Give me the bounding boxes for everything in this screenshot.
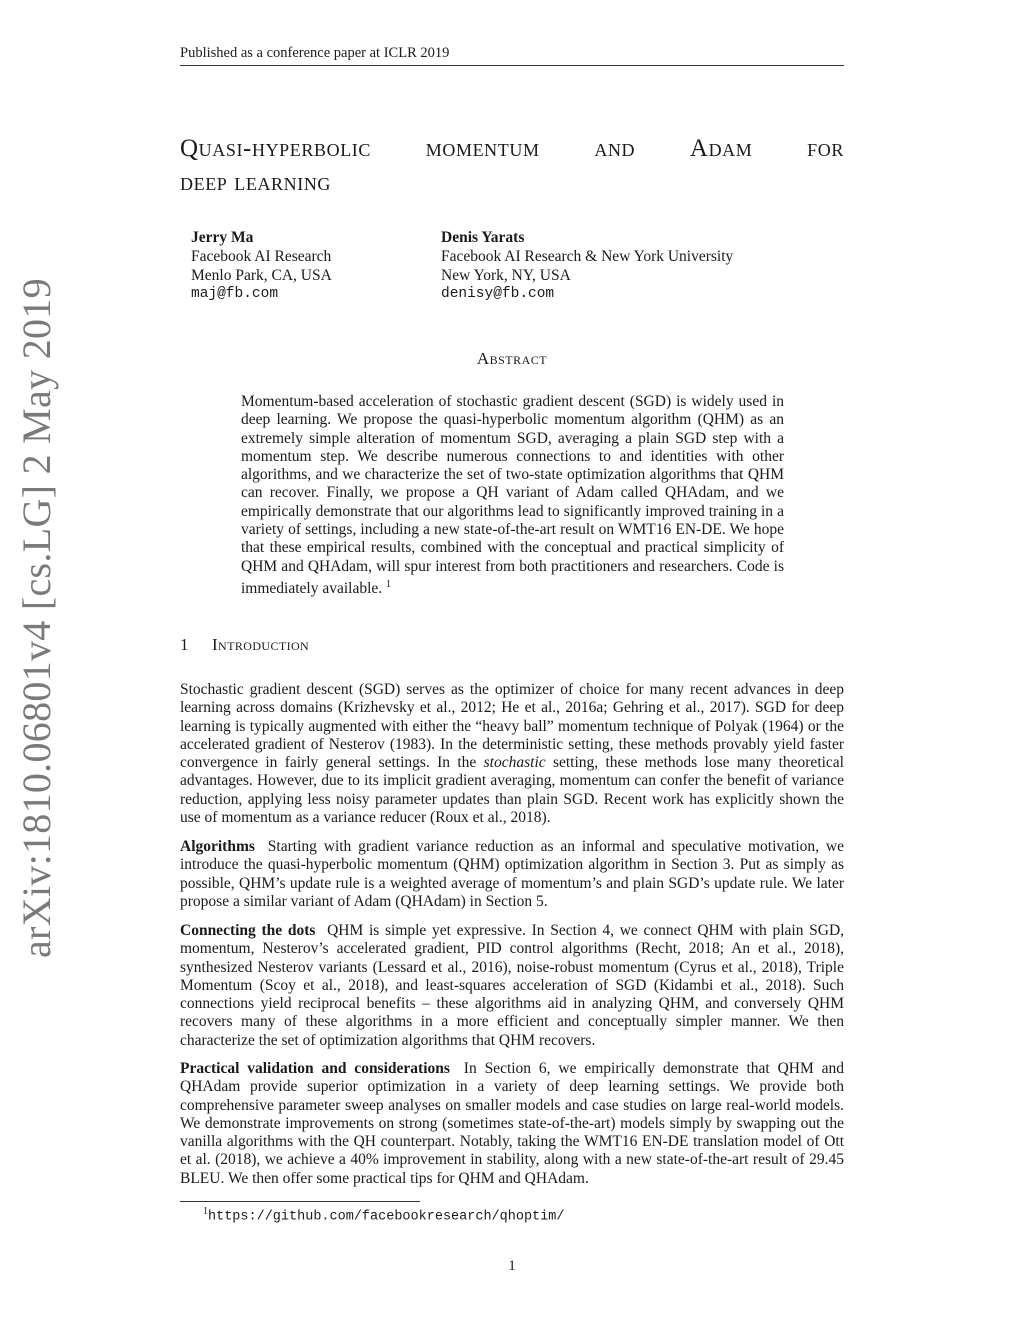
title-word: Adam: [689, 135, 753, 162]
title-line-1: [180, 132, 844, 166]
paragraph-connecting-dots: [180, 922, 844, 1050]
running-header: Published as a conference paper at ICLR 2019: [180, 45, 450, 61]
paragraph-text: QHM is simple yet expressive. In Section 4, we connect QHM with plain SGD, momentum, Nesterov’s accelerated gradient, PID control algorithms (Recht, 2018; An et al., 2018), synthesized Nesterov variants (Lessard et al., 2016), noise-robust momentum (Cyrus et al., 2018), Triple Momentum (Scoy et al., 2018), and least-squares acceleration of SGD (Kidambi et al., 2018). Such connections yield reciprocal benefits – these algorithms aid in analyzing QHM, and conversely QHM recovers many of these algorithms in a more efficient and conceptually simpler manner. We then characterize the set of optimization algorithms that QHM recovers.: [180, 922, 845, 1049]
paragraph-lead: Algorithms: [180, 838, 255, 855]
author-location: Menlo Park, CA, USA: [191, 267, 332, 284]
page-number: 1: [508, 1258, 516, 1274]
author-block-1: [191, 228, 332, 304]
author-email[interactable]: maj@fb.com: [191, 286, 279, 302]
paragraph-lead: Connecting the dots: [180, 922, 316, 939]
header-rule: [180, 65, 844, 66]
paragraph-text: Starting with gradient variance reduction as an informal and speculative motivation, we introduce the quasi-hyperbolic momentum (QHM) optimization algorithm in Section 3. Put as simply as possible, QHM’s update rule is a weighted average of momentum’s and plain SGD’s update rule. We later propose a similar variant of Adam (QHAdam) in Section 5.: [180, 838, 844, 910]
abstract-text: Momentum-based acceleration of stochastic gradient descent (SGD) is widely used in deep learning. We propose the quasi-hyperbolic momentum algorithm (QHM) as an extremely simple alteration of momentum SGD, averaging a plain SGD step with a momentum step. We describe numerous connections to and identities with other algorithms, and we characterize the set of two-state optimization algorithms that QHM can recover. Finally, we propose a QH variant of Adam called QHAdam, and we empirically demonstrate that our algorithms lead to significantly improved training in a variety of settings, including a new state-of-the-art result on WMT16 EN-DE. We hope that these empirical results, combined with the conceptual and practical simplicity of QHM and QHAdam, will spur interest from both practitioners and researchers. Code is immediately available.: [241, 393, 784, 598]
footnote-number: 1: [203, 1206, 208, 1217]
author-affiliation: Facebook AI Research: [191, 248, 332, 265]
author-name: Denis Yarats: [441, 229, 525, 246]
paragraph-practical-validation: [180, 1060, 844, 1188]
paragraph-algorithms: [180, 838, 844, 911]
title-word: Quasi-hyperbolic: [180, 135, 371, 162]
author-affiliation: Facebook AI Research & New York University: [441, 248, 734, 265]
paragraph-intro: [180, 681, 844, 827]
footnote: [203, 1206, 564, 1225]
arxiv-sidebar-stamp: arXiv:1810.06801v4 [cs.LG] 2 May 2019: [14, 278, 59, 958]
footnote-link[interactable]: https://github.com/facebookresearch/qhoptim/: [208, 1209, 565, 1225]
author-block-2: [441, 228, 733, 304]
abstract-body: [241, 393, 784, 598]
author-email[interactable]: denisy@fb.com: [441, 286, 555, 302]
title-word: and: [594, 135, 636, 162]
author-location: New York, NY, USA: [441, 267, 571, 284]
paragraph-text: Stochastic gradient descent (SGD) serves as the optimizer of choice for many recent advances in deep learning across domains (Krizhevsky et al., 2012; He et al., 2016a; Gehring et al., 2017). SGD for deep learning is typically augmented with either the “heavy ball” momentum technique of Polyak (1964) or the accelerated gradient of Nesterov (1983). In the deterministic setting, these methods provably yield faster convergence in fairly general settings. In the: [180, 681, 844, 772]
paragraph-text: In Section 6, we empirically demonstrate that QHM and QHAdam provide superior optimization in a variety of deep learning settings. We provide both comprehensive parameter sweep analyses on smaller models and case studies on large real-world models. We demonstrate improvements on strong (sometimes state-of-the-art) models simply by swapping out the vanilla algorithms with the QH counterpart. Notably, taking the WMT16 EN-DE translation model of Ott et al. (2018), we achieve a 40% improvement in stability, along with a new state-of-the-art result of 29.45 BLEU. We then offer some practical tips for QHM and QHAdam.: [180, 1060, 844, 1187]
title-word: momentum: [425, 135, 540, 162]
section-number: 1: [180, 635, 189, 654]
footnote-rule: [180, 1201, 420, 1202]
title-line-2: deep learning: [180, 169, 332, 196]
section-heading: [180, 635, 309, 655]
section-title: Introduction: [212, 635, 310, 654]
title-word: for: [807, 135, 844, 162]
author-name: Jerry Ma: [191, 229, 254, 246]
paragraph-text: setting, these methods lose many theoretical advantages. However, due to its implicit gradient averaging, momentum can confer the benefit of variance reduction, applying less noisy parameter updates than plain SGD. Recent work has explicitly shown the use of momentum as a variance reducer (Roux et al., 2018).: [180, 754, 844, 827]
paper-title: [180, 132, 844, 200]
paragraph-lead: Practical validation and considerations: [180, 1060, 450, 1077]
abstract-heading: Abstract: [476, 349, 548, 368]
emphasis-text: stochastic: [483, 754, 546, 772]
footnote-marker[interactable]: 1: [386, 578, 392, 590]
